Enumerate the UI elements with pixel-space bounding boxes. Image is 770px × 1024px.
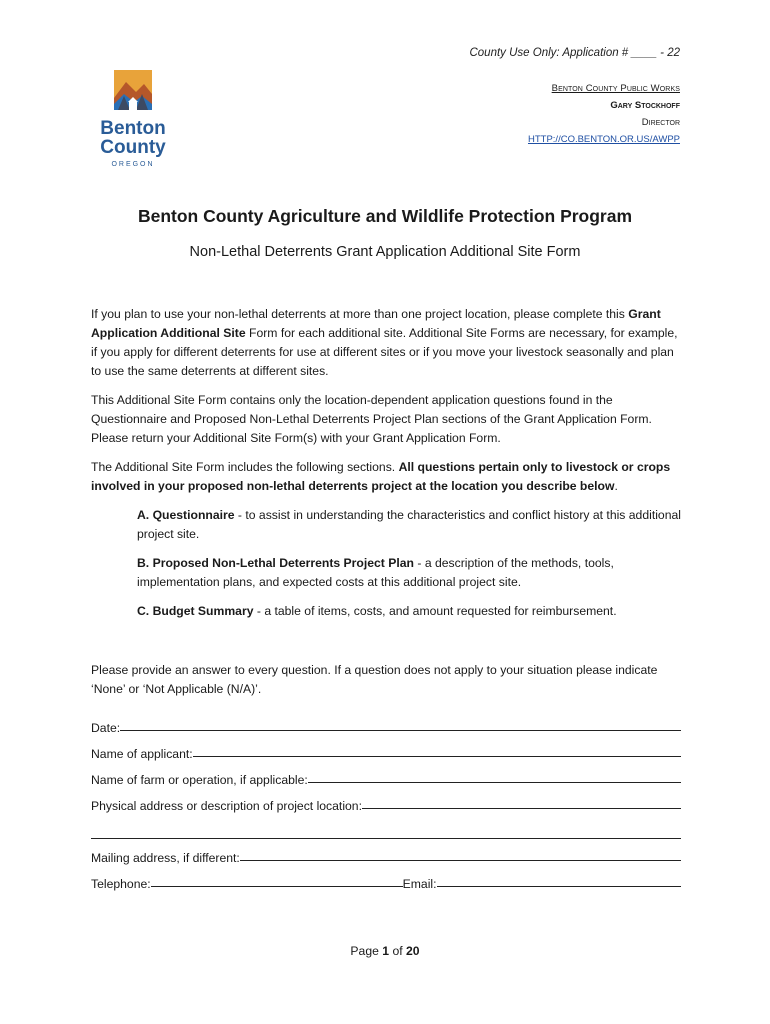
form-instructions: Please provide an answer to every question. If a question does not apply to your situation please indicate ‘None’ or ‘Not Applicable (N/A)’.	[91, 663, 658, 696]
applicant-form	[91, 661, 681, 891]
section-list	[137, 506, 686, 621]
current-page-number: 1	[382, 944, 390, 958]
benton-county-logo	[96, 68, 174, 172]
address-field-row	[91, 787, 681, 813]
date-field-row	[91, 709, 681, 735]
logo-text-benton: Benton	[100, 118, 166, 139]
mailing-address-label: Mailing address, if different:	[91, 851, 240, 865]
section-item-questionnaire: A. Questionnaire - to assist in understanding the characteristics and conflict history at this additional project site.	[137, 508, 681, 541]
program-url-link[interactable]: HTTP://CO.BENTON.OR.US/AWPP	[527, 134, 680, 145]
mailing-address-input[interactable]	[240, 846, 681, 861]
department-name: Benton County Public Works	[551, 83, 680, 94]
logo-text-oregon: OREGON	[111, 161, 155, 168]
telephone-label: Telephone:	[91, 877, 151, 891]
total-page-count: 20	[406, 944, 420, 958]
physical-address-label: Physical address or description of project location:	[91, 799, 362, 813]
email-input[interactable]	[437, 872, 681, 887]
applicant-field-row	[91, 735, 681, 761]
physical-address-input-line-2[interactable]	[91, 813, 681, 839]
contact-field-row	[91, 865, 681, 891]
section-item-budget-summary: C. Budget Summary - a table of items, costs, and amount requested for reimbursement.	[137, 604, 617, 618]
page-subtitle: Non-Lethal Deterrents Grant Application Additional Site Form	[189, 244, 581, 260]
page-footer	[0, 944, 770, 958]
physical-address-input[interactable]	[362, 794, 681, 809]
applicant-name-input[interactable]	[193, 742, 681, 757]
page-title: Benton County Agriculture and Wildlife Protection Program	[137, 206, 633, 226]
mailing-field-row	[91, 839, 681, 865]
farm-name-label: Name of farm or operation, if applicable:	[91, 773, 308, 787]
applicant-name-label: Name of applicant:	[91, 747, 193, 761]
farm-field-row	[91, 761, 681, 787]
intro-paragraph-3: The Additional Site Form includes the following sections. All questions pertain only to livestock or crops involved in your proposed non-lethal deterrents project at the location you describe below.	[91, 460, 671, 493]
logo-text-county: County	[100, 137, 166, 158]
logo-building	[129, 102, 137, 110]
intro-paragraph-1: If you plan to use your non-lethal deterrents at more than one project location, please complete this Grant Application Additional Site Form for each additional site. Additional Site Forms are necessary, for example, if you apply for different deterrents for use at different sites or if you move your livestock seasonally and plan to use the same deterrents at different sites.	[91, 307, 678, 378]
department-block	[528, 80, 680, 148]
page-word: Page	[350, 944, 379, 958]
date-input[interactable]	[120, 716, 681, 731]
farm-name-input[interactable]	[308, 768, 681, 783]
email-label: Email:	[402, 877, 437, 891]
director-name: Gary Stockhoff	[610, 100, 680, 111]
of-word: of	[392, 944, 403, 958]
section-item-project-plan: B. Proposed Non-Lethal Deterrents Project Plan - a description of the methods, tools, implementation plans, and expected costs at this additional project site.	[137, 556, 614, 589]
county-use-only-label: County Use Only: Application # ____ - 22	[469, 47, 680, 59]
telephone-input[interactable]	[151, 872, 403, 887]
intro-paragraph-2: This Additional Site Form contains only the location-dependent application questions found in the Questionnaire and Proposed Non-Lethal Deterrents Project Plan sections of the Grant Application Form. Please return your Additional Site Form(s) with your Grant Application Form.	[91, 393, 652, 445]
date-label: Date:	[91, 721, 121, 735]
intro-text	[91, 305, 686, 631]
director-title: Director	[641, 117, 680, 128]
